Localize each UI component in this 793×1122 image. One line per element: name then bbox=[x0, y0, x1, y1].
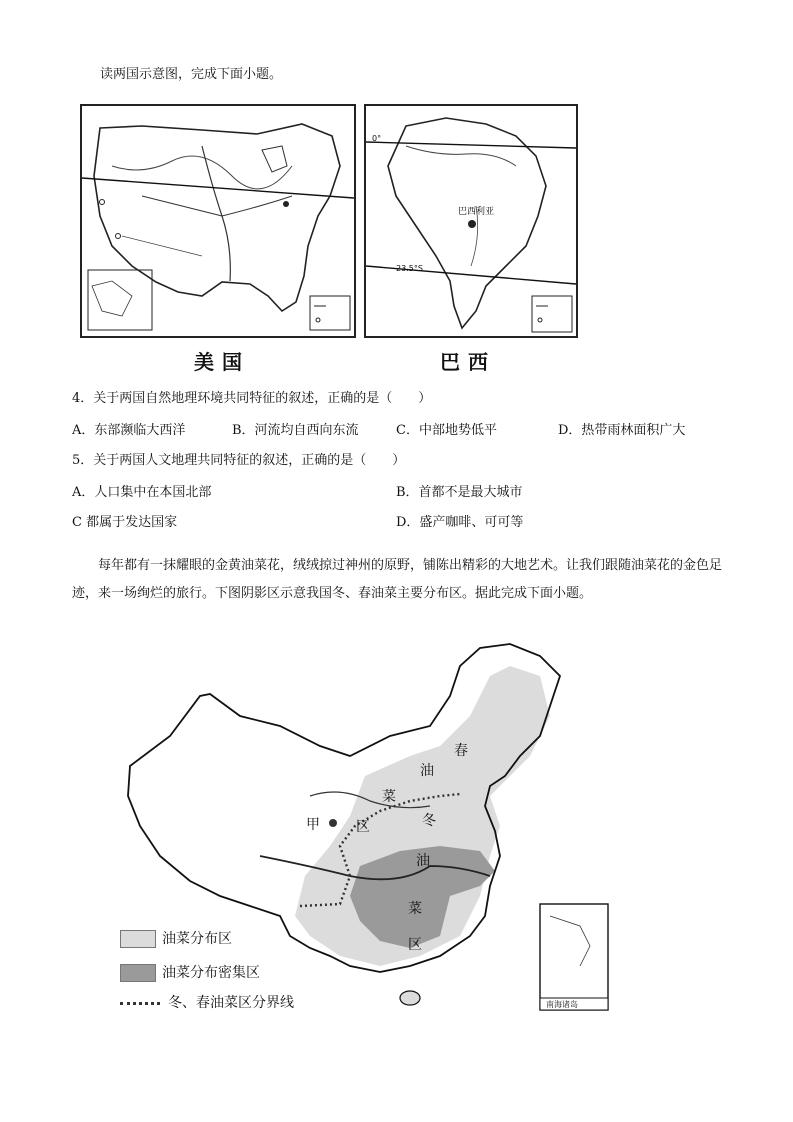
brazil-map-drawing bbox=[366, 106, 576, 336]
legend-dense: 油菜分布密集区 bbox=[162, 965, 260, 981]
map-legend bbox=[120, 928, 380, 1016]
q5-option-c: C 都属于发达国家 bbox=[72, 515, 178, 530]
brazil-map bbox=[364, 104, 578, 338]
label-you-2: 油 bbox=[416, 853, 430, 869]
passage-text: 每年都有一抹耀眼的金黄油菜花，绒绒掠过神州的原野，铺陈出精彩的大地艺术。让我们跟随油菜花的金色足迹，来一场绚烂的旅行。下图阴影区示意我国冬、春油菜主要分布区。据此完成下面小题。 bbox=[72, 558, 723, 601]
brazil-caption: 巴西 bbox=[440, 350, 496, 374]
q4-option-a: A．东部濒临大西洋 bbox=[72, 423, 186, 438]
brazilia-label: 巴西利亚 bbox=[458, 207, 495, 217]
label-qu-1: 区 bbox=[356, 819, 370, 835]
usa-map bbox=[80, 104, 356, 338]
question-5-stem: 5．关于两国人文地理共同特征的叙述，正确的是（ ） bbox=[72, 453, 406, 468]
label-dong: 冬 bbox=[422, 813, 436, 829]
label-cai-1: 菜 bbox=[382, 789, 396, 805]
legend-swatch-boundary bbox=[120, 1002, 160, 1005]
legend-swatch-distribution bbox=[120, 930, 156, 948]
inset-label: 南海诸岛 bbox=[546, 1000, 578, 1009]
q4-option-b: B．河流均自西向东流 bbox=[232, 423, 359, 438]
label-you-1: 油 bbox=[420, 763, 434, 779]
q4-option-d: D．热带雨林面积广大 bbox=[558, 423, 686, 438]
label-jia: 甲 bbox=[306, 817, 320, 833]
legend-boundary: 冬、春油菜区分界线 bbox=[168, 995, 294, 1011]
usa-map-drawing bbox=[82, 106, 354, 336]
label-qu-2: 区 bbox=[408, 937, 422, 953]
question-4-stem: 4．关于两国自然地理环境共同特征的叙述，正确的是（ ） bbox=[72, 391, 432, 406]
intro-text: 读两国示意图，完成下面小题。 bbox=[100, 67, 283, 82]
equator-label: 0° bbox=[372, 134, 382, 143]
q5-option-d: D．盛产咖啡、可可等 bbox=[396, 515, 524, 530]
q5-option-a: A．人口集中在本国北部 bbox=[72, 485, 212, 500]
tropic-label: 23.5°S bbox=[396, 264, 423, 273]
label-cai-2: 菜 bbox=[408, 901, 422, 917]
q4-option-c: C．中部地势低平 bbox=[396, 423, 497, 438]
label-chun: 春 bbox=[454, 743, 468, 759]
legend-distribution: 油菜分布区 bbox=[162, 931, 232, 947]
legend-swatch-dense bbox=[120, 964, 156, 982]
usa-caption: 美国 bbox=[194, 350, 250, 374]
q5-option-b: B．首都不是最大城市 bbox=[396, 485, 523, 500]
